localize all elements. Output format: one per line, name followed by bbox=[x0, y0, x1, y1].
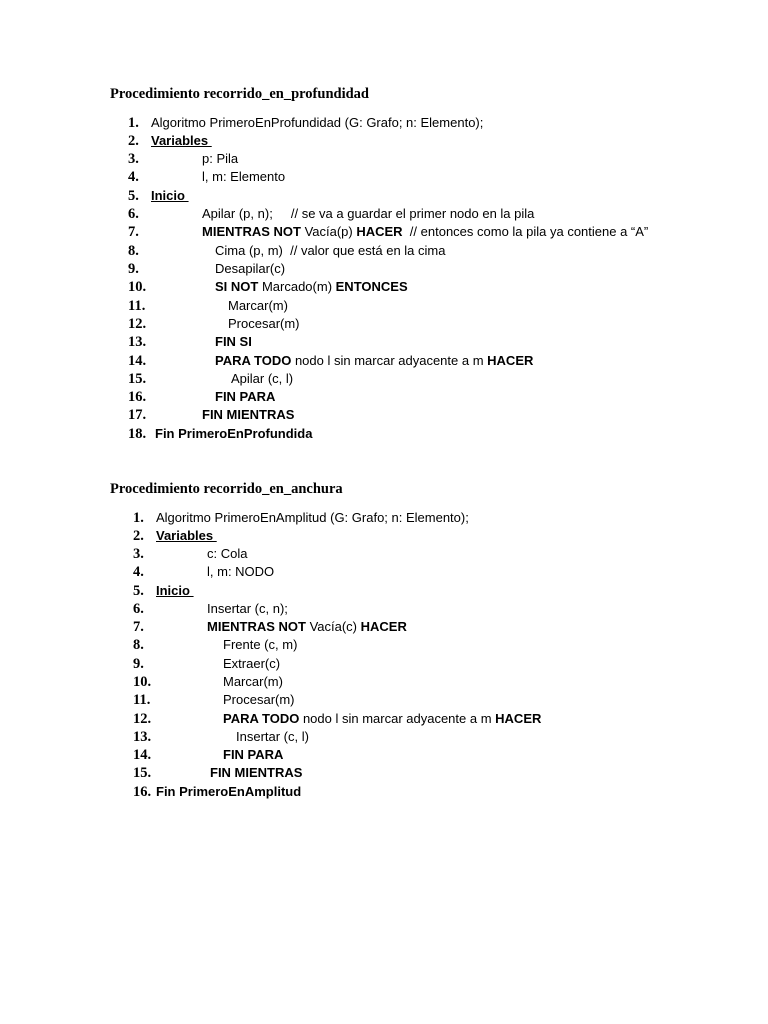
code-text: Apilar (p, n); // se va a guardar el primer nodo en la pila bbox=[202, 206, 535, 221]
line-number: 7. bbox=[128, 224, 139, 240]
line-number: 18. bbox=[128, 426, 147, 442]
keyword: MIENTRAS NOT bbox=[207, 619, 306, 634]
keyword: MIENTRAS NOT bbox=[202, 224, 301, 239]
line-text bbox=[207, 545, 247, 563]
line-text bbox=[215, 260, 285, 278]
code-text: nodo l sin marcar adyacente a m bbox=[291, 353, 488, 368]
line-text bbox=[202, 168, 285, 186]
line-number: 12. bbox=[128, 316, 147, 332]
line-text bbox=[223, 673, 283, 691]
line-text bbox=[223, 746, 283, 764]
keyword: SI NOT bbox=[215, 279, 259, 294]
line-number: 17. bbox=[128, 407, 147, 423]
line-number: 6. bbox=[133, 601, 144, 617]
line-number: 2. bbox=[133, 528, 144, 544]
code-text: Cima (p, m) // valor que está en la cima bbox=[215, 243, 446, 258]
code-text: Vacía(c) bbox=[305, 619, 361, 634]
keyword: HACER bbox=[495, 711, 542, 726]
line-number: 8. bbox=[133, 637, 144, 653]
line-number: 14. bbox=[128, 353, 147, 369]
code-text: l, m: NODO bbox=[207, 564, 275, 579]
code-text: Algoritmo PrimeroEnProfundidad (G: Grafo; n: Elemento); bbox=[151, 115, 484, 130]
code-text: Algoritmo PrimeroEnAmplitud (G: Grafo; n: Elemento); bbox=[156, 510, 469, 525]
code-text: nodo l sin marcar adyacente a m bbox=[299, 711, 496, 726]
code-text: Vacía(p) bbox=[300, 224, 357, 239]
code-text: Procesar(m) bbox=[228, 316, 300, 331]
line-text bbox=[207, 563, 274, 581]
line-text bbox=[156, 527, 217, 545]
code-text: Marcado(m) bbox=[258, 279, 336, 294]
line-number: 13. bbox=[133, 729, 152, 745]
line-number: 16. bbox=[128, 389, 147, 405]
line-text bbox=[156, 509, 469, 527]
line-number: 3. bbox=[128, 151, 139, 167]
line-text bbox=[207, 618, 407, 636]
line-text bbox=[223, 636, 297, 654]
code-text: Desapilar(c) bbox=[215, 261, 286, 276]
section-title-anchura: Procedimiento recorrido_en_anchura bbox=[110, 481, 343, 497]
line-text bbox=[231, 370, 293, 388]
line-number: 15. bbox=[133, 765, 152, 781]
line-text bbox=[215, 242, 445, 260]
line-text bbox=[207, 600, 288, 618]
keyword: Fin PrimeroEnAmplitud bbox=[156, 784, 302, 799]
keyword: Fin PrimeroEnProfundida bbox=[155, 426, 313, 441]
line-text bbox=[215, 333, 252, 351]
section-title-profundidad: Procedimiento recorrido_en_profundidad bbox=[110, 86, 369, 102]
line-text bbox=[223, 710, 541, 728]
line-number: 9. bbox=[133, 656, 144, 672]
line-text bbox=[202, 150, 238, 168]
keyword: Variables bbox=[156, 528, 217, 543]
code-text: Marcar(m) bbox=[228, 298, 288, 313]
code-text: Marcar(m) bbox=[223, 674, 283, 689]
line-number: 13. bbox=[128, 334, 147, 350]
line-text bbox=[215, 278, 408, 296]
line-number: 1. bbox=[128, 115, 139, 131]
line-number: 1. bbox=[133, 510, 144, 526]
line-number: 15. bbox=[128, 371, 147, 387]
line-text bbox=[156, 582, 194, 600]
code-text: c: Cola bbox=[207, 546, 248, 561]
code-text: Insertar (c, l) bbox=[236, 729, 309, 744]
line-text bbox=[210, 764, 302, 782]
keyword: FIN MIENTRAS bbox=[202, 407, 295, 422]
line-number: 6. bbox=[128, 206, 139, 222]
code-text: Apilar (c, l) bbox=[231, 371, 294, 386]
line-text bbox=[202, 406, 294, 424]
keyword: PARA TODO bbox=[215, 353, 292, 368]
code-text: Insertar (c, n); bbox=[207, 601, 288, 616]
line-text bbox=[151, 187, 189, 205]
code-text: p: Pila bbox=[202, 151, 239, 166]
line-number: 14. bbox=[133, 747, 152, 763]
keyword: ENTONCES bbox=[335, 279, 408, 294]
keyword: FIN PARA bbox=[215, 389, 276, 404]
line-number: 7. bbox=[133, 619, 144, 635]
line-number: 5. bbox=[128, 188, 139, 204]
keyword: Inicio bbox=[151, 188, 189, 203]
line-number: 5. bbox=[133, 583, 144, 599]
code-text: // entonces como la pila ya contiene a “A” bbox=[402, 224, 649, 239]
keyword: Inicio bbox=[156, 583, 194, 598]
line-text bbox=[223, 655, 280, 673]
code-text: Frente (c, m) bbox=[223, 637, 298, 652]
keyword: FIN PARA bbox=[223, 747, 284, 762]
line-number: 9. bbox=[128, 261, 139, 277]
line-text bbox=[215, 388, 275, 406]
line-text bbox=[228, 315, 300, 333]
line-text bbox=[202, 223, 648, 241]
line-number: 4. bbox=[128, 169, 139, 185]
keyword: Variables bbox=[151, 133, 212, 148]
line-text bbox=[202, 205, 534, 223]
code-text: Extraer(c) bbox=[223, 656, 281, 671]
code-text: l, m: Elemento bbox=[202, 169, 286, 184]
line-text bbox=[151, 132, 212, 150]
line-number: 3. bbox=[133, 546, 144, 562]
keyword: FIN SI bbox=[215, 334, 252, 349]
line-text bbox=[151, 114, 483, 132]
keyword: PARA TODO bbox=[223, 711, 300, 726]
line-number: 10. bbox=[133, 674, 152, 690]
keyword: FIN MIENTRAS bbox=[210, 765, 303, 780]
line-text bbox=[156, 783, 301, 801]
keyword: HACER bbox=[360, 619, 407, 634]
code-text: Procesar(m) bbox=[223, 692, 295, 707]
line-text bbox=[223, 691, 295, 709]
line-text bbox=[215, 352, 533, 370]
line-number: 8. bbox=[128, 243, 139, 259]
line-text bbox=[236, 728, 309, 746]
line-number: 11. bbox=[133, 692, 151, 708]
keyword: HACER bbox=[356, 224, 403, 239]
line-number: 12. bbox=[133, 711, 152, 727]
line-number: 16. bbox=[133, 784, 152, 800]
line-number: 4. bbox=[133, 564, 144, 580]
line-number: 10. bbox=[128, 279, 147, 295]
line-text bbox=[155, 425, 312, 443]
line-number: 2. bbox=[128, 133, 139, 149]
line-number: 11. bbox=[128, 298, 146, 314]
line-text bbox=[228, 297, 288, 315]
keyword: HACER bbox=[487, 353, 534, 368]
